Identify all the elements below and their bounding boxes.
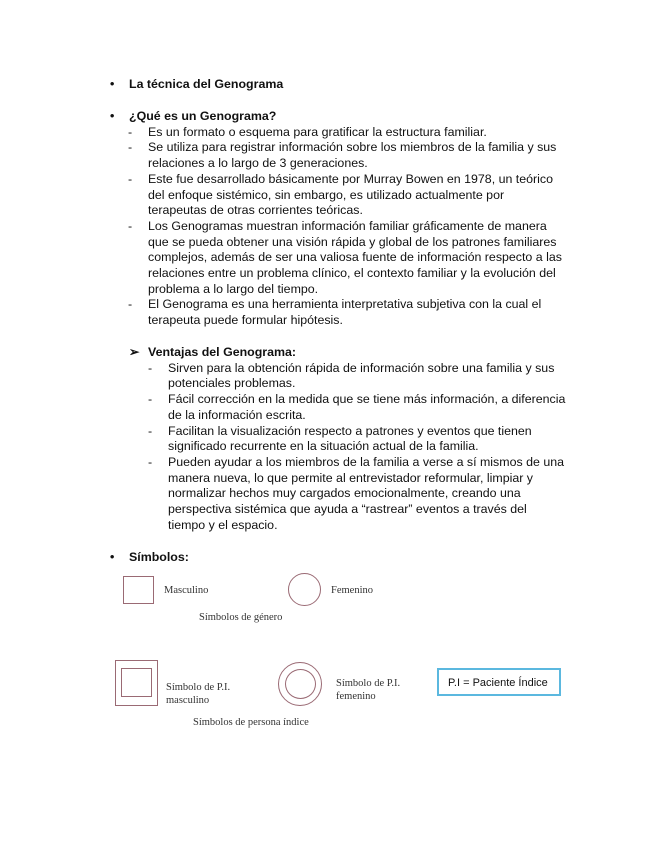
pi-male-inner-square bbox=[121, 668, 152, 697]
list-item: - Es un formato o esquema para gratificar la estructura familiar. bbox=[128, 124, 487, 139]
pi-note-box bbox=[437, 668, 561, 696]
caption-indice: Símbolos de persona índice bbox=[193, 717, 309, 728]
heading-ventajas: Ventajas del Genograma: bbox=[148, 345, 297, 359]
label-pi-masculino: Símbolo de P.I. masculino bbox=[166, 682, 231, 706]
list-item: - Este fue desarrollado básicamente por Murray Bowen en 1978, un teórico del enfoque sistémico, sin embargo, es utilizado actualmente por terapeutas de otras corrientes teóricas. bbox=[128, 171, 553, 218]
bullet: • bbox=[110, 550, 115, 564]
list-item: - Sirven para la obtención rápida de información sobre una familia y sus potenciales problemas. bbox=[148, 360, 555, 391]
list-item: - Facilitan la visualización respecto a patrones y eventos que tienen significado recurrente en la situación actual de la familia. bbox=[148, 423, 532, 454]
heading-que-es: ¿Qué es un Genograma? bbox=[129, 109, 277, 123]
section-que-es bbox=[110, 109, 569, 329]
label-pi-femenino: Símbolo de P.I. femenino bbox=[336, 678, 401, 702]
label-masculino: Masculino bbox=[164, 585, 209, 596]
arrow-bullet-icon: ➢ bbox=[129, 345, 140, 359]
caption-genero: Símbolos de género bbox=[199, 612, 283, 623]
pi-female-inner-circle bbox=[285, 669, 316, 699]
list-item: - El Genograma es una herramienta interpretativa subjetiva con la cual el terapeuta puede formular hipótesis. bbox=[128, 297, 542, 328]
list-item: - Los Genogramas muestran información familiar gráficamente de manera que se pueda obtener una visión rápida y global de los patrones familiares complejos, además de ser una valiosa fuente de información respecto a las relaciones entre un problema clínico, el contexto familiar y la evolución del problema a lo largo del tiempo. bbox=[128, 218, 562, 296]
pi-note-text: P.I = Paciente Índice bbox=[448, 677, 548, 689]
section-ventajas bbox=[129, 345, 568, 533]
heading-tecnica bbox=[110, 77, 284, 93]
heading-text: La técnica del Genograma bbox=[129, 77, 284, 91]
heading-simbolos bbox=[110, 550, 189, 566]
bullet: • bbox=[110, 109, 115, 123]
list-item: - Fácil corrección en la medida que se tiene más información, a diferencia de la información escrita. bbox=[148, 392, 566, 422]
list-item: - Se utiliza para registrar información sobre los miembros de la familia y sus relaciones a lo largo de 3 generaciones. bbox=[128, 140, 557, 171]
list-item: - Pueden ayudar a los miembros de la familia a verse a sí mismos de una manera nueva, lo que permite al entrevistador reformular, limpiar y normalizar hechos muy cargados emocionalmente, creando una perspectiva sistémica que ayuda a “rastrear” eventos a través del tiempo y el espacio. bbox=[148, 454, 565, 532]
heading-text: Símbolos: bbox=[129, 550, 189, 564]
female-circle-icon bbox=[288, 573, 321, 606]
male-square-icon bbox=[123, 576, 154, 604]
label-femenino: Femenino bbox=[331, 585, 373, 596]
bullet: • bbox=[110, 77, 115, 91]
